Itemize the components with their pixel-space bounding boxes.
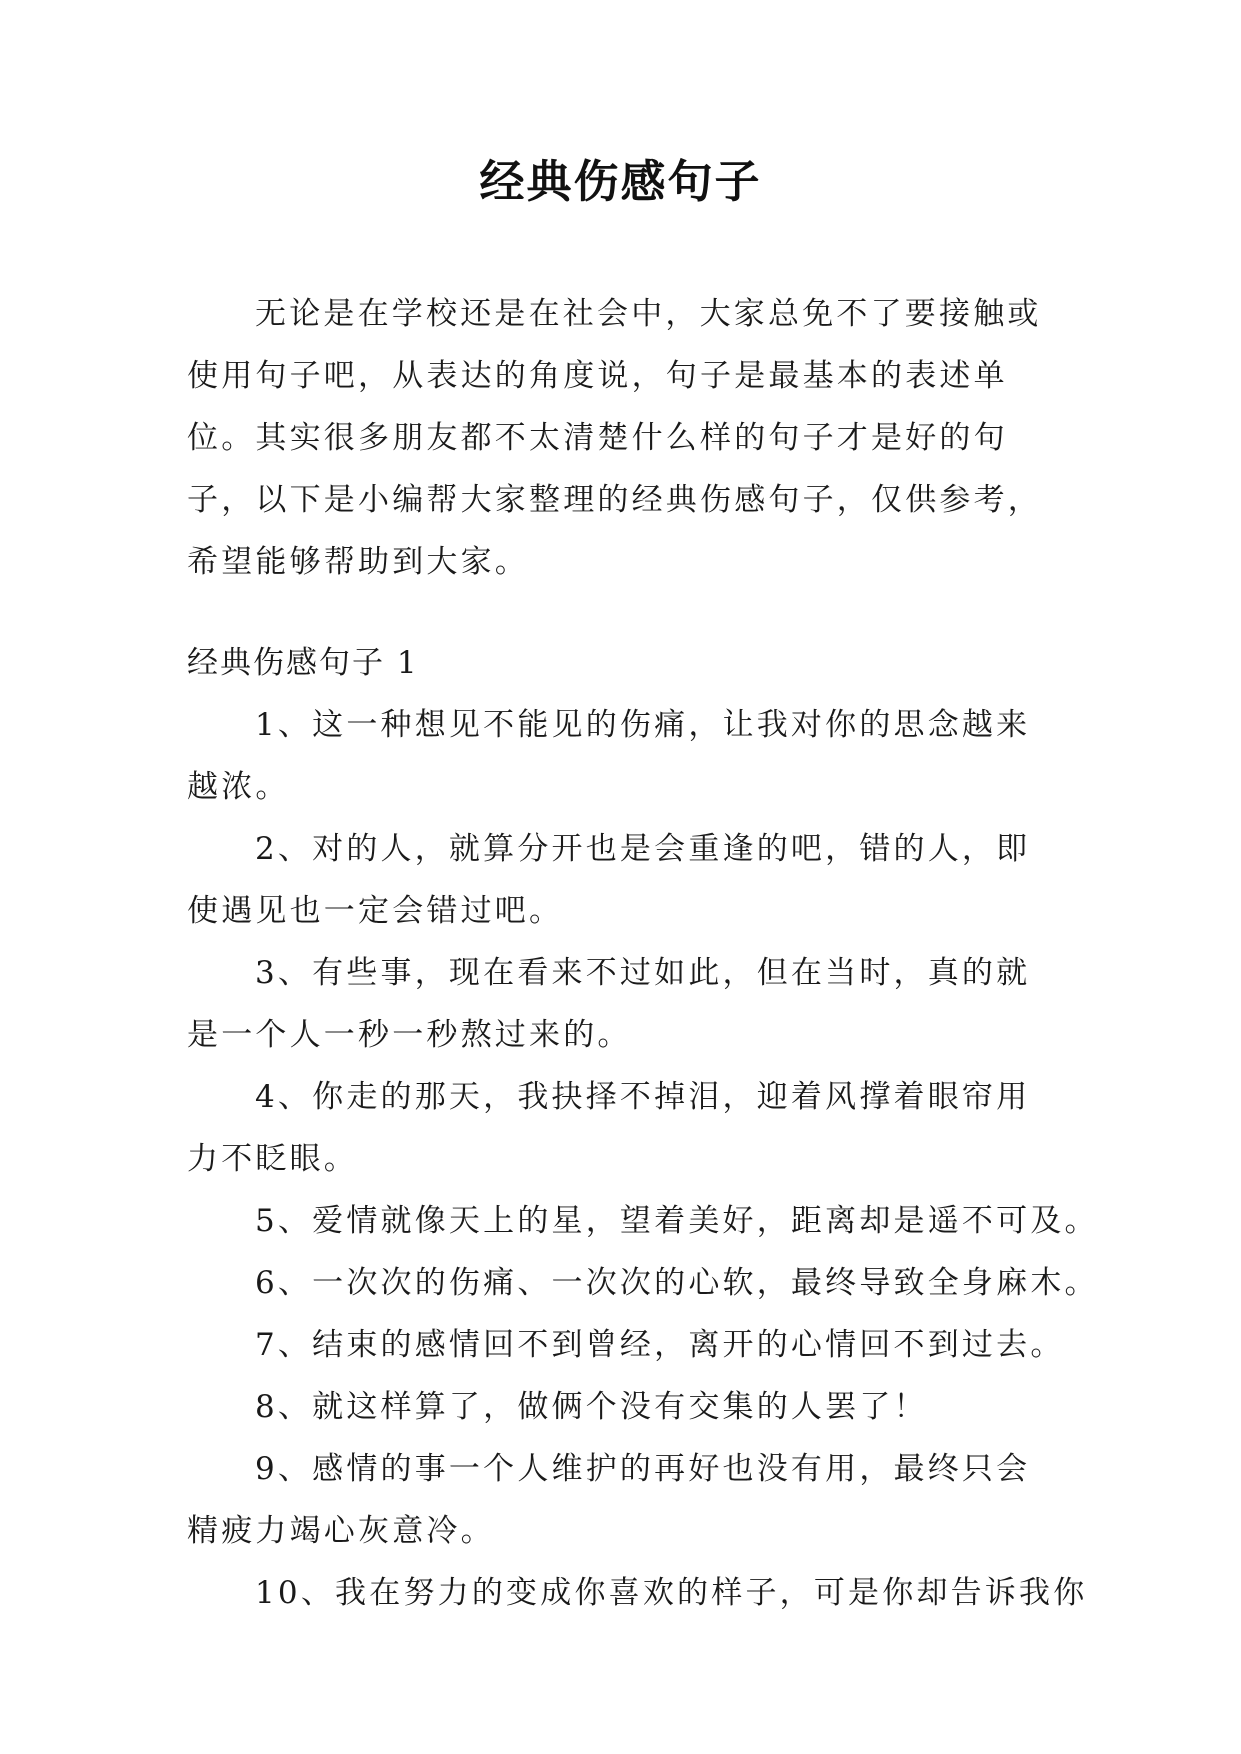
list-item: 3、有些事，现在看来不过如此，但在当时，真的就是一个人一秒一秒熬过来的。 [187,955,1031,1053]
list-item: 8、就这样算了，做俩个没有交集的人罢了！ [255,1389,928,1425]
list-item: 4、你走的那天，我抉择不掉泪，迎着风撑着眼帘用力不眨眼。 [187,1079,1031,1177]
list-item: 1、这一种想见不能见的伤痛，让我对你的思念越来越浓。 [187,707,1031,805]
section-heading: 经典伤感句子 1 [187,645,419,681]
document-title: 经典伤感句子 [479,155,762,208]
list-item: 5、爱情就像天上的星，望着美好，距离却是遥不可及。 [255,1203,1099,1239]
sentence-list [187,694,1099,1624]
list-item: 9、感情的事一个人维护的再好也没有用，最终只会精疲力竭心灰意冷。 [187,1451,1031,1549]
list-item: 2、对的人，就算分开也是会重逢的吧，错的人，即使遇见也一定会错过吧。 [187,831,1031,929]
list-item: 7、结束的感情回不到曾经，离开的心情回不到过去。 [255,1327,1065,1363]
list-item: 10、我在努力的变成你喜欢的样子，可是你却告诉我你 [255,1575,1088,1611]
intro-paragraph: 无论是在学校还是在社会中，大家总免不了要接触或使用句子吧，从表达的角度说，句子是最基本的表述单位。其实很多朋友都不太清楚什么样的句子才是好的句子，以下是小编帮大家整理的经典伤感句子，仅供参考，希望能够帮助到大家。 [187,296,1042,580]
list-item: 6、一次次的伤痛、一次次的心软，最终导致全身麻木。 [255,1265,1099,1301]
